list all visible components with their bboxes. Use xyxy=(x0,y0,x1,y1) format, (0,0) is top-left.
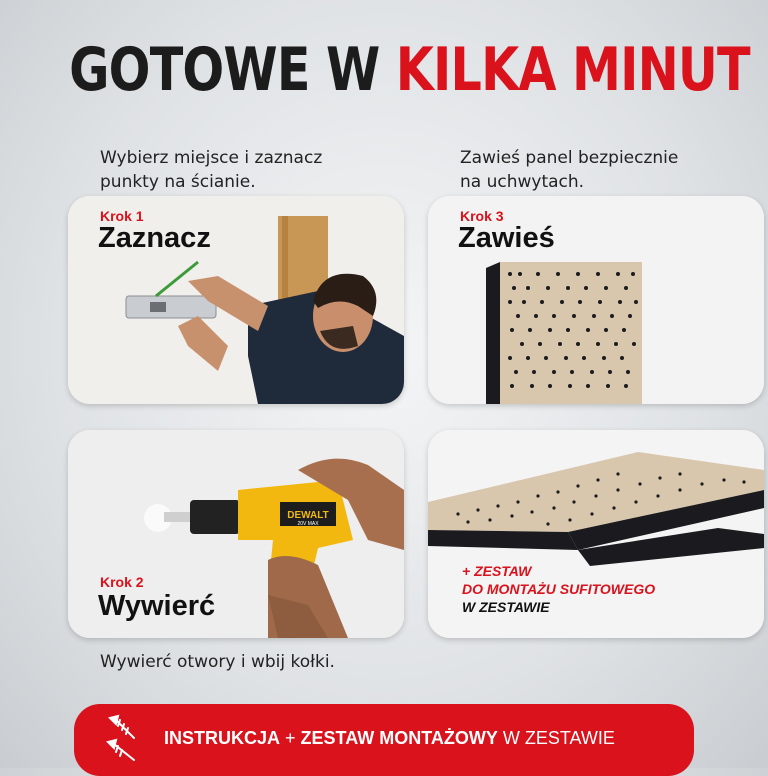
note-line1: + ZESTAW xyxy=(462,563,532,579)
banner-part2: ZESTAW MONTAŻOWY xyxy=(300,728,498,748)
step-name: Wywierć xyxy=(98,590,216,622)
drill-brand: DEWALT xyxy=(287,510,329,521)
card-step1-mark xyxy=(68,196,404,404)
ceiling-kit-note xyxy=(462,562,722,616)
title-dark-part: GOTOWE W xyxy=(69,35,380,105)
banner-part3: W ZESTAWIE xyxy=(497,728,615,748)
caption-step3-line1: Zawieś panel bezpiecznie xyxy=(460,148,679,168)
banner-part1: INSTRUKCJA xyxy=(164,728,281,748)
banner-text xyxy=(164,728,615,749)
card-step3-hang xyxy=(428,196,764,404)
note-line3: W ZESTAWIE xyxy=(462,599,550,615)
caption-step2: Wywierć otwory i wbij kołki. xyxy=(100,652,335,672)
title-red-part: KILKA MINUT xyxy=(395,35,750,105)
page-title xyxy=(69,30,750,110)
caption-step1-line1: Wybierz miejsce i zaznacz xyxy=(100,148,323,168)
caption-step3-line2: na uchwytach. xyxy=(460,172,585,192)
note-line2: DO MONTAŻU SUFITOWEGO xyxy=(462,581,656,597)
step-name: Zawieś xyxy=(458,222,555,254)
caption-step1 xyxy=(100,146,322,194)
step-label: Krok 1 xyxy=(100,208,144,224)
step-name: Zaznacz xyxy=(98,222,211,254)
caption-step3 xyxy=(460,146,678,194)
kit-banner xyxy=(74,704,694,776)
caption-step1-line2: punkty na ścianie. xyxy=(100,172,256,192)
step-label: Krok 2 xyxy=(100,574,144,590)
screws-icon xyxy=(104,712,148,764)
card-step2-drill xyxy=(68,430,404,638)
step-label: Krok 3 xyxy=(460,208,504,224)
banner-plus: + xyxy=(280,728,301,748)
drill-badge: 20V MAX xyxy=(297,521,319,527)
